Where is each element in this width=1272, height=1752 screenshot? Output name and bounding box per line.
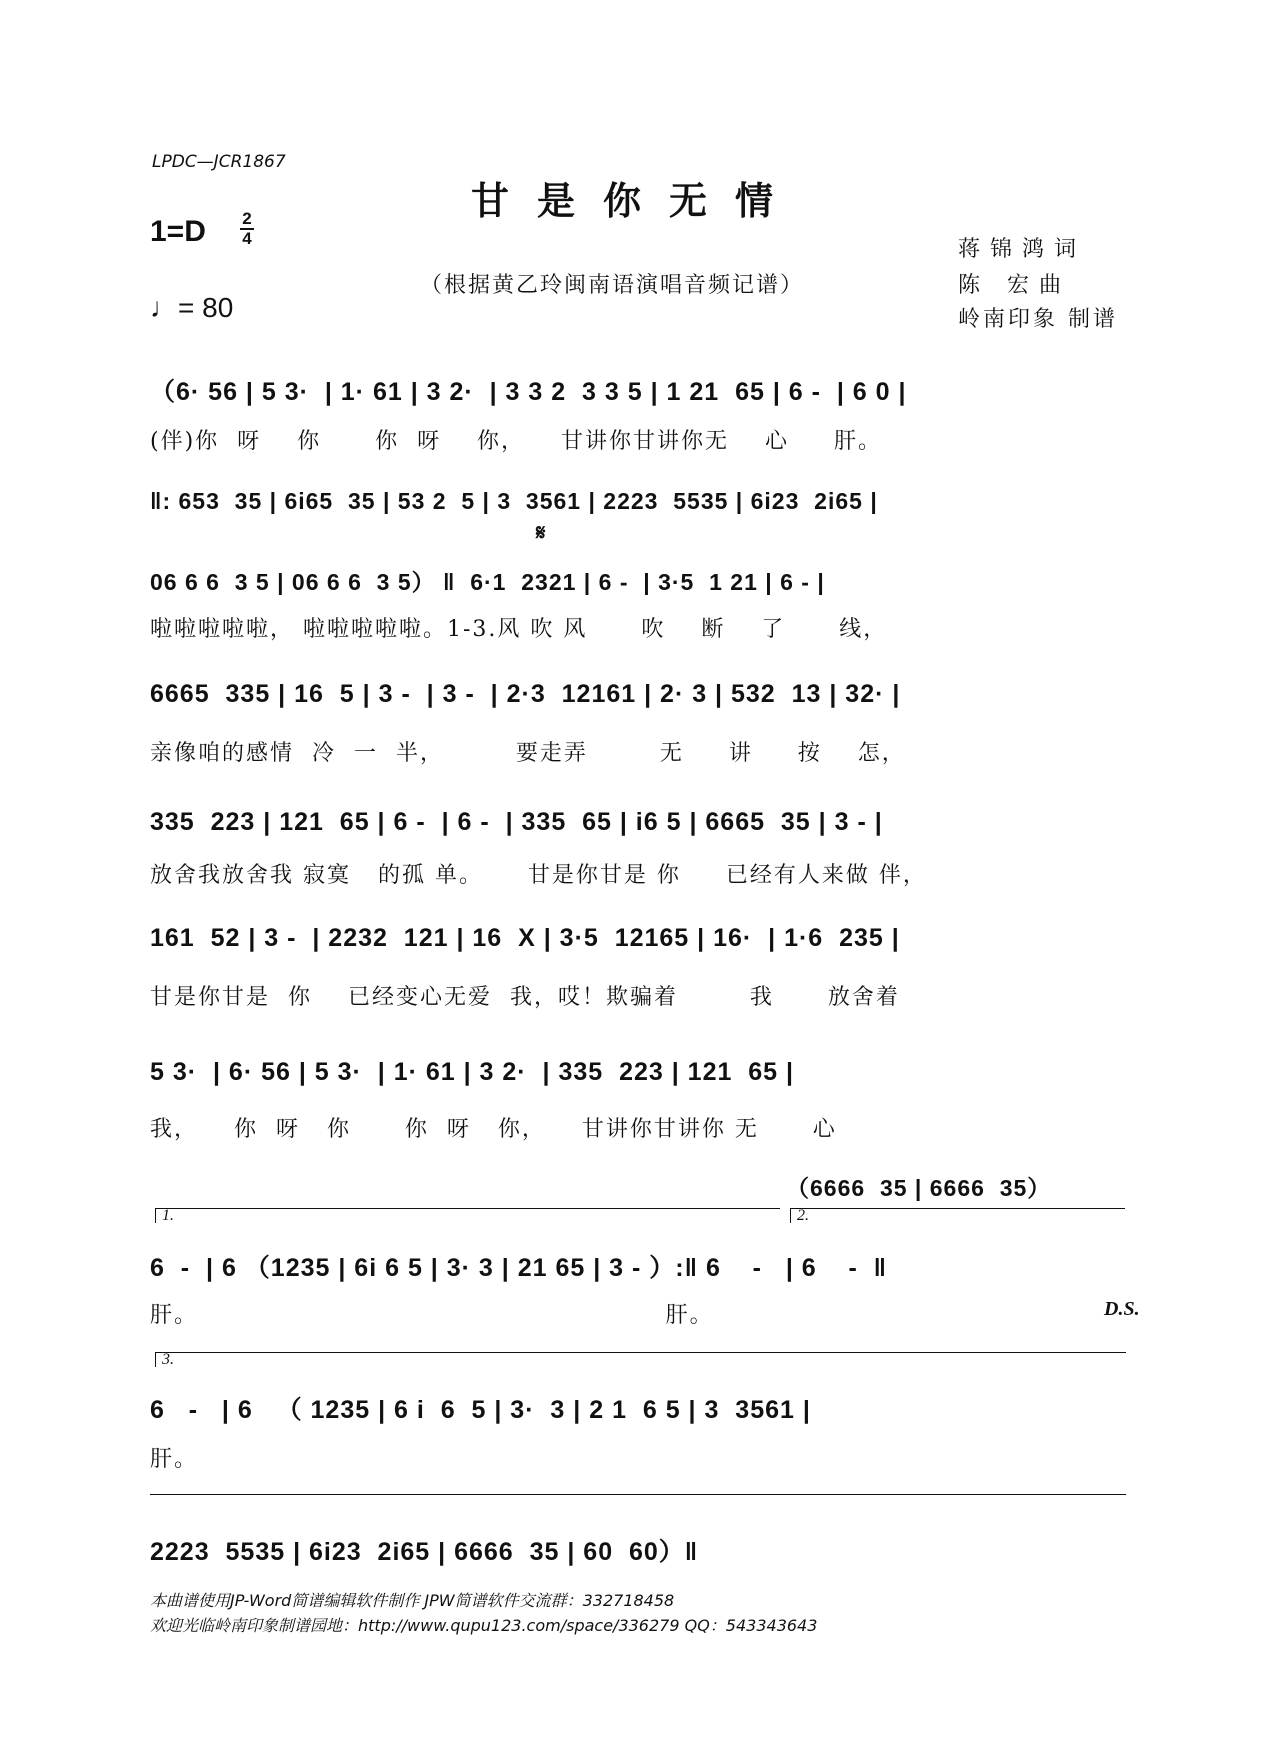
ds-marking: D.S. xyxy=(1104,1298,1140,1320)
credit-lyricist: 蒋锦鸿词 xyxy=(958,237,1087,262)
notation-row: 06 6 6 3 5 | 06 6 6 3 5） ‖ 6·1 2321 | 6 - | 3·5 1 21 | 6 - | xyxy=(150,569,825,595)
lyric-row: 肝。 xyxy=(150,1447,199,1472)
lyric-row: 甘是你甘是 你 已经变心无爱 我，哎！欺骗着 我 放舍着 xyxy=(150,985,900,1010)
credit-composer: 陈 宏曲 xyxy=(958,273,1071,298)
lyric-row: (伴)你 呀 你 你 呀 你， 甘讲你甘讲你无 心 肝。 xyxy=(150,429,882,454)
volta-1: 1. xyxy=(155,1208,780,1223)
notation-row: ‖: 653 35 | 6i65 35 | 53 2 5 | 3 3561 | 2223 5535 | 6i23 2i65 | xyxy=(150,488,878,514)
notation-row: 335 223 | 121 65 | 6 - | 6 - | 335 65 | i6 5 | 6665 35 | 3 - | xyxy=(150,808,883,836)
key-signature: 1=D xyxy=(150,215,206,248)
lyric-row: 啦啦啦啦啦， 啦啦啦啦啦。1-3.风 吹 风 吹 断 了 线， xyxy=(150,617,888,642)
lyric-row: 放舍我放舍我 寂寞 的孤 单。 甘是你甘是 你 已经有人来做 伴， xyxy=(150,863,927,888)
volta-3: 3. xyxy=(155,1352,1126,1367)
credit-arranger: 岭南印象 制谱 xyxy=(958,307,1118,332)
page-title: 甘是你无情 xyxy=(470,178,801,223)
segno-sign: 𝄋 xyxy=(536,520,547,545)
notation-row: （6· 56 | 5 3· | 1· 61 | 3 2· | 3 3 2 3 3 5 | 1 21 65 | 6 - | 6 0 | xyxy=(150,378,907,406)
time-top: 2 xyxy=(242,209,252,228)
staff-top-line xyxy=(150,1494,1126,1495)
time-bottom: 4 xyxy=(242,229,252,248)
lyric-row: 肝。 肝。 xyxy=(150,1303,714,1328)
notation-row: 2223 5535 | 6i23 2i65 | 6666 35 | 60 60）‖ xyxy=(150,1538,699,1566)
score-code: LPDC—JCR1867 xyxy=(152,152,286,172)
footer-line-1: 本曲谱使用JP-Word简谱编辑软件制作 JPW简谱软件交流群：332718458 xyxy=(150,1591,675,1610)
notation-row: 6665 335 | 16 5 | 3 - | 3 - | 2·3 12161 | 2· 3 | 532 13 | 32· | xyxy=(150,680,901,708)
notation-row: 6 - | 6 （1235 | 6i 6 5 | 3· 3 | 21 65 | 3 - ）:‖ 6 - | 6 - ‖ xyxy=(150,1254,888,1282)
notation-row: 6 - | 6 （ 1235 | 6 i 6 5 | 3· 3 | 2 1 6 5 | 3 3561 | xyxy=(150,1396,811,1424)
time-signature xyxy=(240,210,254,248)
notation-row: 5 3· | 6· 56 | 5 3· | 1· 61 | 3 2· | 335 223 | 121 65 | xyxy=(150,1058,795,1086)
accompaniment-row: （6666 35 | 6666 35） xyxy=(786,1175,1052,1201)
footer-line-2: 欢迎光临岭南印象制谱园地：http://www.qupu123.com/space/336279 QQ：543343643 xyxy=(150,1616,818,1635)
lyric-row: 亲像咱的感情 冷 一 半， 要走弄 无 讲 按 怎， xyxy=(150,741,906,766)
lyric-row: 我， 你 呀 你 你 呀 你， 甘讲你甘讲你 无 心 xyxy=(150,1117,837,1142)
notation-row: 161 52 | 3 - | 2232 121 | 16 X | 3·5 12165 | 16· | 1·6 235 | xyxy=(150,924,900,952)
tempo-marking: ♩= 80 xyxy=(150,292,234,323)
subtitle: （根据黄乙玲闽南语演唱音频记谱） xyxy=(420,273,805,298)
volta-2: 2. xyxy=(790,1208,1125,1223)
